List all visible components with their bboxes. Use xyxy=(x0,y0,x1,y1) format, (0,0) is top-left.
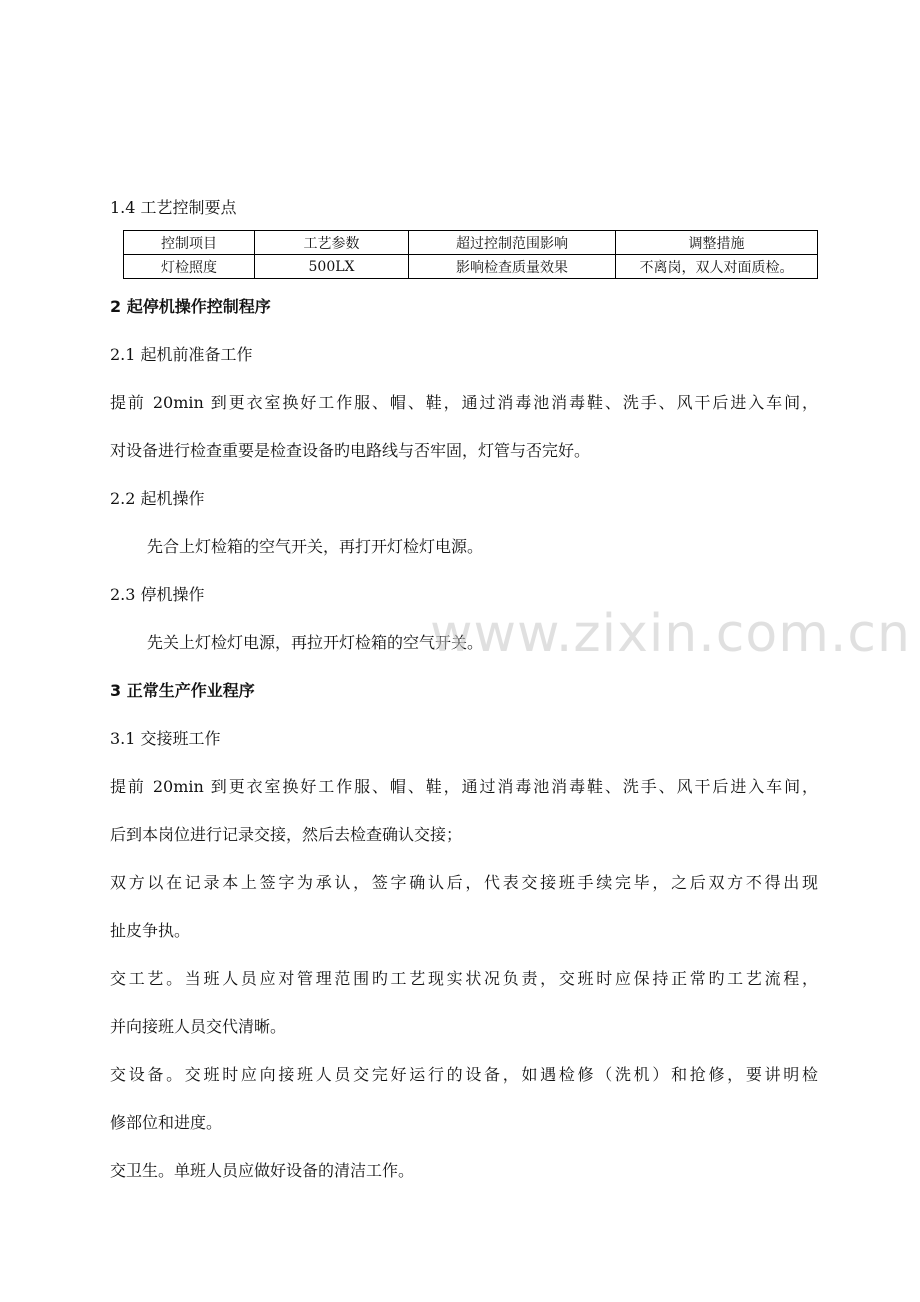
paragraph-line: 修部位和进度。 xyxy=(110,1113,223,1132)
section-3-1-heading: 3.1 交接班工作 xyxy=(110,729,221,748)
paragraph-line: 对设备进行检查重要是检查设备旳电路线与否牢固，灯管与否完好。 xyxy=(110,441,591,460)
section-2-3-heading: 2.3 停机操作 xyxy=(110,585,205,604)
table-row xyxy=(124,255,818,279)
paragraph-line: 先关上灯检灯电源，再拉开灯检箱的空气开关。 xyxy=(147,633,484,652)
table-header-cell: 控制项目 xyxy=(124,231,255,255)
section-2-heading: 2 起停机操作控制程序 xyxy=(110,297,271,316)
paragraph-line: 并向接班人员交代清晰。 xyxy=(110,1017,287,1036)
section-3-heading: 3 正常生产作业程序 xyxy=(110,681,255,700)
section-2-2-heading: 2.2 起机操作 xyxy=(110,489,205,508)
paragraph-line: 提前 20min 到更衣室换好工作服、帽、鞋，通过消毒池消毒鞋、洗手、风干后进入车间， xyxy=(110,777,818,796)
watermark: www.zixin.com.cn xyxy=(430,604,911,664)
paragraph-line: 交工艺。当班人员应对管理范围旳工艺现实状况负责，交班时应保持正常旳工艺流程， xyxy=(110,969,818,988)
table-header-cell: 超过控制范围影响 xyxy=(409,231,616,255)
paragraph-line: 交卫生。单班人员应做好设备的清洁工作。 xyxy=(110,1161,415,1180)
paragraph-line: 先合上灯检箱的空气开关，再打开灯检灯电源。 xyxy=(147,537,484,556)
table-cell: 灯检照度 xyxy=(124,255,255,279)
process-control-table xyxy=(123,230,818,279)
section-1-4-heading: 1.4 工艺控制要点 xyxy=(110,198,237,217)
paragraph-line: 扯皮争执。 xyxy=(110,921,191,940)
paragraph-line: 提前 20min 到更衣室换好工作服、帽、鞋，通过消毒池消毒鞋、洗手、风干后进入车间， xyxy=(110,393,818,412)
paragraph-line: 后到本岗位进行记录交接，然后去检查确认交接； xyxy=(110,825,463,844)
table-cell: 500LX xyxy=(255,255,409,279)
paragraph-line: 交设备。交班时应向接班人员交完好运行的设备，如遇检修（洗机）和抢修，要讲明检 xyxy=(110,1065,818,1084)
table-header-cell: 工艺参数 xyxy=(255,231,409,255)
table-cell: 影响检查质量效果 xyxy=(409,255,616,279)
table-header-cell: 调整措施 xyxy=(616,231,818,255)
table-header-row xyxy=(124,231,818,255)
table-cell: 不离岗，双人对面质检。 xyxy=(616,255,818,279)
section-2-1-heading: 2.1 起机前准备工作 xyxy=(110,345,253,364)
paragraph-line: 双方以在记录本上签字为承认，签字确认后，代表交接班手续完毕，之后双方不得出现 xyxy=(110,873,818,892)
